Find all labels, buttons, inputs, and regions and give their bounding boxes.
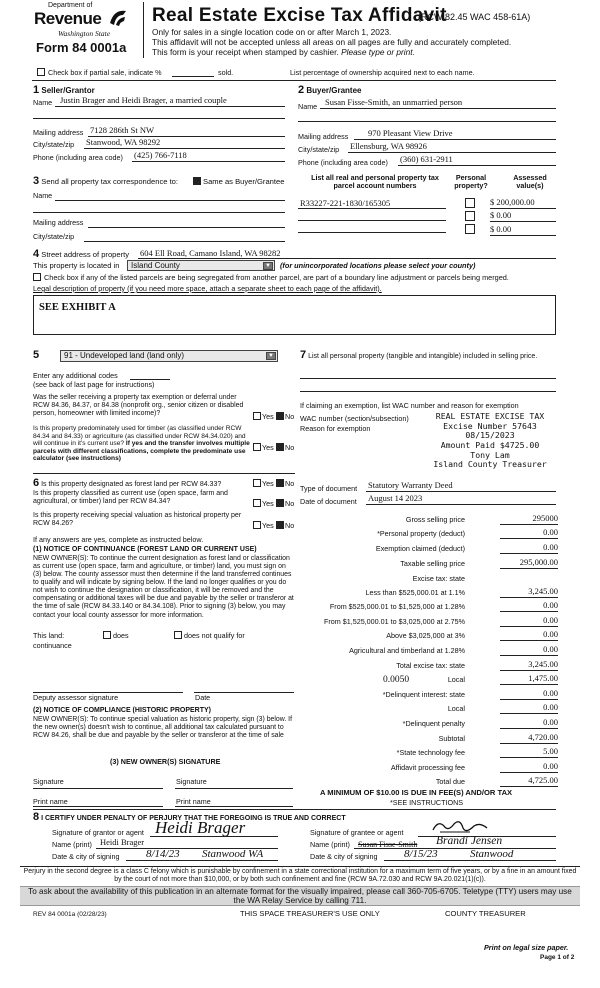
owner-sig-label-2: Signature [176,777,207,786]
grantee-sig-label: Signature of grantee or agent [310,828,404,837]
new-owner-sig-heading: (3) NEW OWNER(S) SIGNATURE [110,757,221,766]
note-3: This form is your receipt when stamped by cashier. Please type or print. [152,47,415,57]
personal-checkbox-1[interactable] [465,198,475,208]
buyer-phone-line[interactable] [398,165,556,166]
calc-row [300,543,558,555]
calc-value[interactable]: 0.00 [500,718,558,729]
certify-heading: 8 I CERTIFY UNDER PENALTY OF PERJURY THAT THE FOREGOING IS TRUE AND CORRECT [33,811,346,823]
current-use-yes-label: Yes [262,499,274,508]
reason-label: Reason for exemption [300,424,371,433]
calc-label: Local [447,704,465,713]
historical-no-label: No [285,521,295,530]
s3-city-line[interactable] [84,241,285,242]
buyer-city-label: City/state/zip [298,145,340,154]
calc-value[interactable]: 0.00 [500,762,558,773]
forest-no-label: No [285,479,295,488]
buyer-city: Ellensburg, WA 98926 [350,141,427,151]
does-not-label: does not qualify for [184,631,245,640]
timber-question: Is this property predominately used for timber (as classified under RCW 84.34 and 84.33) or agriculture (as classified under RCW 84.34.020) and will continue in it's current use? If yes and the transfer involves multiple parcels with different classifications, complete the predominate use calculator (see instructions) [33,425,250,463]
grantee-signature-icon [430,818,490,836]
buyer-name-label: Name [298,102,318,111]
calc-label: Excise tax: state [412,574,465,583]
doc-date: August 14 2023 [368,493,423,503]
grantor-name-label: Name (print) [52,840,92,849]
s3-city-label: City/state/zip [33,232,75,241]
buyer-city-line[interactable] [348,152,556,153]
see-back-note: (see back of last page for instructions) [33,380,155,389]
seller-city-line[interactable] [84,148,285,149]
section-8-rule [33,809,556,810]
current-use-no-label: No [285,499,295,508]
calc-label: Less than $525,000.01 at 1.1% [365,588,465,597]
historical-question: Is this property receiving special valuation as historical property per RCW 84.26? [33,512,242,528]
buyer-mail: 970 Pleasant View Drive [368,128,453,138]
calc-value[interactable]: 295,000.00 [500,558,558,569]
grantee-date: 8/15/23 [404,848,438,860]
calc-value[interactable]: 4,725.00 [500,776,558,787]
calc-row [300,747,558,759]
buyer-heading: 2 Buyer/Grantee [298,84,362,96]
same-as-buyer-checkbox[interactable] [193,177,201,185]
revenue-logo-text: Revenue [34,9,102,28]
personal-property-line-2[interactable] [300,391,556,392]
grantee-name: Brandi Jensen [436,835,503,847]
buyer-name-line-2[interactable] [298,121,556,122]
calc-label: Total excise tax: state [396,661,465,670]
calc-row [300,660,558,672]
calc-label: Subtotal [438,734,465,743]
personal-property-line-1[interactable] [300,378,556,379]
dept-label: Department of [48,2,93,9]
parcel-line-2[interactable] [298,220,446,221]
calc-label: From $525,000.01 to $1,525,000 at 1.28% [329,602,465,611]
segregated-label: Check box if any of the listed parcels are being segregated from another parcel, are part of a boundary line adjustment or parcels being merged. [44,273,509,282]
calc-row [300,630,558,642]
stamp-line: Amount Paid $4725.00 [440,440,540,451]
does-not-checkbox[interactable] [174,631,182,639]
parcel-number: R33227-221-1830/165305 [300,198,391,208]
stamp-line: REAL ESTATE EXCISE TAX [435,411,545,421]
calc-row [300,528,558,540]
deputy-label: Deputy assessor signature [33,693,119,702]
alt-format-notice: To ask about the availability of this publication in an alternate format for the visually impaired, please call 360-705-6705. Teletype (TTY) users may use the WA Relay Service by calling 711. [28,887,572,906]
calc-label: Total due [435,777,465,786]
current-use-yes-checkbox[interactable] [253,499,261,507]
historical-yes-checkbox[interactable] [253,521,261,529]
calc-row [300,703,558,715]
historical-yes-label: Yes [262,521,274,530]
s3-name-line[interactable] [55,200,285,201]
owner-sig-label-1: Signature [33,777,64,786]
grantee-date-line[interactable] [384,860,556,861]
calc-row [300,601,558,613]
exemption-no-label: No [285,412,295,421]
county-select[interactable]: Island County ▼ [127,260,275,271]
header-divider [143,2,144,58]
personal-property-heading: 7 List all personal property (tangible and intangible) included in selling price. [300,349,538,361]
grantee-name-struck: Susan Fisse-Smith [358,840,418,849]
ownership-note: List percentage of ownership acquired next to each name. [290,68,475,77]
seller-phone-label: Phone (including area code) [33,153,123,162]
calc-value[interactable]: 0.00 [500,689,558,700]
owner-print-label-2: Print name [176,797,211,806]
calc-label: *Personal property (deduct) [377,529,465,538]
assessed-value-3: $ 0.00 [490,225,556,236]
this-land-label: This land: [33,631,65,640]
chevron-down-icon[interactable]: ▼ [266,352,276,360]
legal-size-note: Print on legal size paper. [484,943,569,952]
calc-row [300,674,558,686]
calc-row [300,573,558,585]
calc-row [300,733,558,745]
calc-value[interactable]: 0.00 [500,616,558,627]
grantor-date-label: Date & city of signing [52,852,120,861]
owner-sig-line-2[interactable] [175,788,293,789]
see-instructions: *SEE INSTRUCTIONS [390,798,464,807]
timber-yes-label: Yes [262,443,274,452]
assessed-value-2: $ 0.00 [490,211,556,222]
seller-mail-label: Mailing address [33,128,84,137]
s3-mail-label: Mailing address [33,218,84,227]
land-use-select[interactable]: 91 - Undeveloped land (land only) ▼ [60,350,278,362]
assessed-col-header: Assessed value(s) [513,173,547,191]
seller-name-line[interactable] [55,106,285,107]
calc-label: Agricultural and timberland at 1.28% [349,646,465,655]
calc-value[interactable]: 3,245.00 [500,587,558,598]
form-title: Real Estate Excise Tax Affidavit [152,5,447,26]
parcel-line-1[interactable] [298,208,446,209]
exemption-no-checkbox[interactable] [276,412,284,420]
revenue-logo-icon [106,7,128,29]
if-yes-note: If any answers are yes, complete as instructed below. [33,535,204,544]
notice-2-text: NEW OWNER(S): To continue special valuation as historic property, sign (3) below. If the new owner(s) doesn't wish to continue, all additional tax calculated pursuant to RCW 84.26, shall be due and payable by the seller or transferor at the time of sale [33,716,293,740]
street-line[interactable] [138,258,556,259]
doc-date-label: Date of document [300,497,357,506]
notice-2-heading: (2) NOTICE OF COMPLIANCE (HISTORIC PROPERTY) [33,707,211,714]
doc-date-line[interactable] [366,504,556,505]
notice-1-text: NEW OWNER(S): To continue the current designation as forest land or classification as current use (open space, farm and agriculture, or timber) land, you must sign on (3) below. The county assessor must then determine if the land transferred continues to qualify and will indicate by signing below. If the land no longer qualifies or you do not wish to continue the designation or classification, it will be removed and the compensating or additional taxes will be due and payable by the seller or transferor at the time of sale (RCW 84.33.140 or 84.34.108). Prior to signing (3) below, you may contact your local county assessor for more information. [33,555,294,619]
calc-row [300,689,558,701]
calc-value[interactable]: 5.00 [500,747,558,758]
grantee-city: Stanwood [470,848,514,860]
does-label: does [113,631,129,640]
calc-row [300,514,558,526]
forest-no-checkbox[interactable] [276,479,284,487]
section-5-number: 5 [33,349,40,361]
calc-value[interactable]: 295000 [500,514,558,525]
seller-name-line-2[interactable] [33,118,285,119]
calc-label: *Delinquent penalty [402,719,465,728]
parcel-line-3[interactable] [298,232,446,233]
street-label: 4 Street address of property [33,248,130,260]
exemption-yes-checkbox[interactable] [253,412,261,420]
chevron-down-icon[interactable]: ▼ [263,262,273,270]
calc-label: Local [447,675,465,684]
county-note: (for unincorporated locations please select your county) [280,261,476,270]
calc-value[interactable]: 1,475.00 [500,674,558,685]
doc-type: Statutory Warranty Deed [368,480,453,490]
calc-row [300,616,558,628]
calc-value[interactable]: 0.00 [500,601,558,612]
calc-row [300,776,558,788]
seller-phone-line[interactable] [132,161,285,162]
buyer-name: Susan Fisse-Smith, an unmarried person [325,97,463,107]
calc-row [300,718,558,730]
rcw-ref: (RCW 82.45 WAC 458-61A) [418,12,531,22]
grantor-city: Stanwood WA [202,848,264,860]
calc-label: Above $3,025,000 at 3% [386,631,465,640]
seller-name: Justin Brager and Heidi Brager, a married couple [60,95,227,105]
calc-row [300,645,558,657]
calc-value[interactable]: 4,720.00 [500,733,558,744]
additional-codes-label: Enter any additional codes [33,371,118,380]
legal-label: Legal description of property (if you need more space, attach a separate sheet to each page of the affidavit). [33,284,382,293]
owner-sig-line-1[interactable] [33,788,163,789]
forest-yes-label: Yes [262,479,274,488]
section-6-rule [33,473,295,474]
treasurer-space: THIS SPACE TREASURER'S USE ONLY [240,909,380,918]
assessed-value-1: $ 200,000.00 [490,198,556,209]
stamp-line: Tony Lam [470,449,510,460]
historical-no-checkbox[interactable] [276,521,284,529]
doc-type-label: Type of document [300,484,358,493]
street-address: 604 Ell Road, Camano Island, WA 98282 [140,248,281,258]
personal-col-header: Personal property? [454,173,488,191]
forest-question: 6 Is this property designated as forest land per RCW 84.33? [33,477,222,489]
buyer-phone: (360) 631-2911 [400,154,453,164]
stamp-line: Island County Treasurer [433,459,547,470]
calc-value[interactable]: 0.00 [500,528,558,539]
calc-label: Gross selling price [405,515,465,524]
local-rate: 0.0050 [383,675,410,685]
stamp-line: 08/15/2023 [465,430,515,441]
partial-sale-checkbox[interactable] [37,68,45,76]
page-number: Page 1 of 2 [540,954,575,961]
state-label: Washington State [58,29,111,38]
current-use-question: Is this property classified as current use (open space, farm and agricultural, or timber) land per RCW 84.34? [33,490,228,506]
buyer-mail-line[interactable] [354,139,556,140]
legal-description: SEE EXHIBIT A [39,302,116,313]
note-2: This affidavit will not be accepted unless all areas on all pages are fully and accurately completed. [152,37,512,47]
buyer-phone-label: Phone (including area code) [298,158,388,167]
grantee-name-line[interactable] [354,848,556,849]
seller-mail: 7128 286th St NW [90,125,154,135]
deputy-date-label: Date [195,693,211,702]
personal-checkbox-3[interactable] [465,224,475,234]
forest-yes-checkbox[interactable] [253,479,261,487]
notice-1-heading: (1) NOTICE OF CONTINUANCE (FOREST LAND OR CURRENT USE) [33,546,257,553]
calc-label: Affidavit processing fee [390,763,465,772]
current-use-no-checkbox[interactable] [276,499,284,507]
located-label: This property is located in [33,261,120,270]
sold-label: sold. [218,68,234,77]
doc-type-line[interactable] [366,491,556,492]
calc-label: *State technology fee [396,748,465,757]
footer-rule [20,866,580,867]
timber-yes-checkbox[interactable] [253,443,261,451]
timber-no-label: No [285,443,295,452]
grantor-date: 8/14/23 [146,848,180,860]
grantor-sig-line[interactable] [150,836,278,837]
minimum-notice: A MINIMUM OF $10.00 IS DUE IN FEE(S) AND/OR TAX [320,788,513,797]
wac-label: WAC number (section/subsection) [300,414,409,423]
note-1: Only for sales in a single location code on or after March 1, 2023. [152,27,392,37]
stamp-line: Excise Number 57643 [443,420,537,431]
grantee-date-label: Date & city of signing [310,852,378,861]
calc-value[interactable]: 0.00 [500,703,558,714]
tax-corr-heading: 3 Send all property tax correspondence to: [33,175,179,187]
grantor-signature: Heidi Brager [155,818,246,837]
calc-value[interactable]: 0.00 [500,630,558,641]
partial-sale-line[interactable] [172,76,214,77]
grantor-date-line[interactable] [126,860,278,861]
timber-no-checkbox[interactable] [276,443,284,451]
calc-value[interactable]: 0.00 [500,645,558,656]
calc-row [300,587,558,599]
parcel-col-header: List all real and personal property tax parcel account numbers [311,173,439,191]
calc-label: Exemption claimed (deduct) [375,544,465,553]
grantor-sig-label: Signature of grantor or agent [52,828,144,837]
exemption-yes-label: Yes [262,412,274,421]
owner-print-line-2[interactable] [175,806,293,807]
legal-description-box[interactable] [33,295,556,335]
calc-label: *Delinquent interest: state [382,690,465,699]
county-treasurer: COUNTY TREASURER [445,909,526,918]
buyer-name-line[interactable] [320,108,556,109]
calc-label: From $1,525,000.01 to $3,025,000 at 2.75% [323,617,465,626]
treasurer-stamp [420,412,560,470]
same-as-buyer-label: Same as Buyer/Grantee [203,177,285,186]
seller-heading: 1 Seller/Grantor [33,84,95,96]
grantor-name: Heidi Brager [100,837,145,847]
partial-sale-label: Check box if partial sale, indicate % [48,68,162,77]
calc-label: Taxable selling price [400,559,465,568]
grantee-name-label: Name (print) [310,840,350,849]
calc-row [300,762,558,774]
s3-name-label: Name [33,191,53,200]
personal-checkbox-2[interactable] [465,211,475,221]
s3-name-line-2[interactable] [33,212,285,213]
owner-print-label-1: Print name [33,797,68,806]
exemption-question: Was the seller receiving a property tax exemption or deferral under RCW 84.36, 84.37, or 84.38 (nonprofit org., senior citizen or disabled person, homeowner with limited income)? [33,394,244,417]
calc-value[interactable]: 3,245.00 [500,660,558,671]
does-checkbox[interactable] [103,631,111,639]
perjury-notice: Perjury in the second degree is a class C felony which is punishable by confinement in a state correctional institution for a maximum term of five years, or by a fine in an amount fixed by the court of not more than $10,000, or by both such confinement and fine (RCW 9A.72.030 and RCW 9A.20.021(1)(c)). [23,868,577,883]
calc-row [300,558,558,570]
seller-city: Stanwood, WA 98292 [86,137,161,147]
header-rule [32,80,556,81]
segregated-checkbox[interactable] [33,273,41,281]
calc-value[interactable]: 0.00 [500,543,558,554]
continuance-label: continuance [33,641,72,650]
buyer-mail-label: Mailing address [298,132,349,141]
revision: REV 84 0001a (02/28/23) [33,911,107,918]
s3-mail-line[interactable] [88,227,285,228]
seller-name-label: Name [33,98,53,107]
seller-phone: (425) 766-7118 [134,150,187,160]
exemption-claim-label: If claiming an exemption, list WAC number and reason for exemption [300,401,519,410]
form-number: Form 84 0001a [36,40,127,55]
seller-city-label: City/state/zip [33,140,75,149]
owner-print-line-1[interactable] [33,806,163,807]
